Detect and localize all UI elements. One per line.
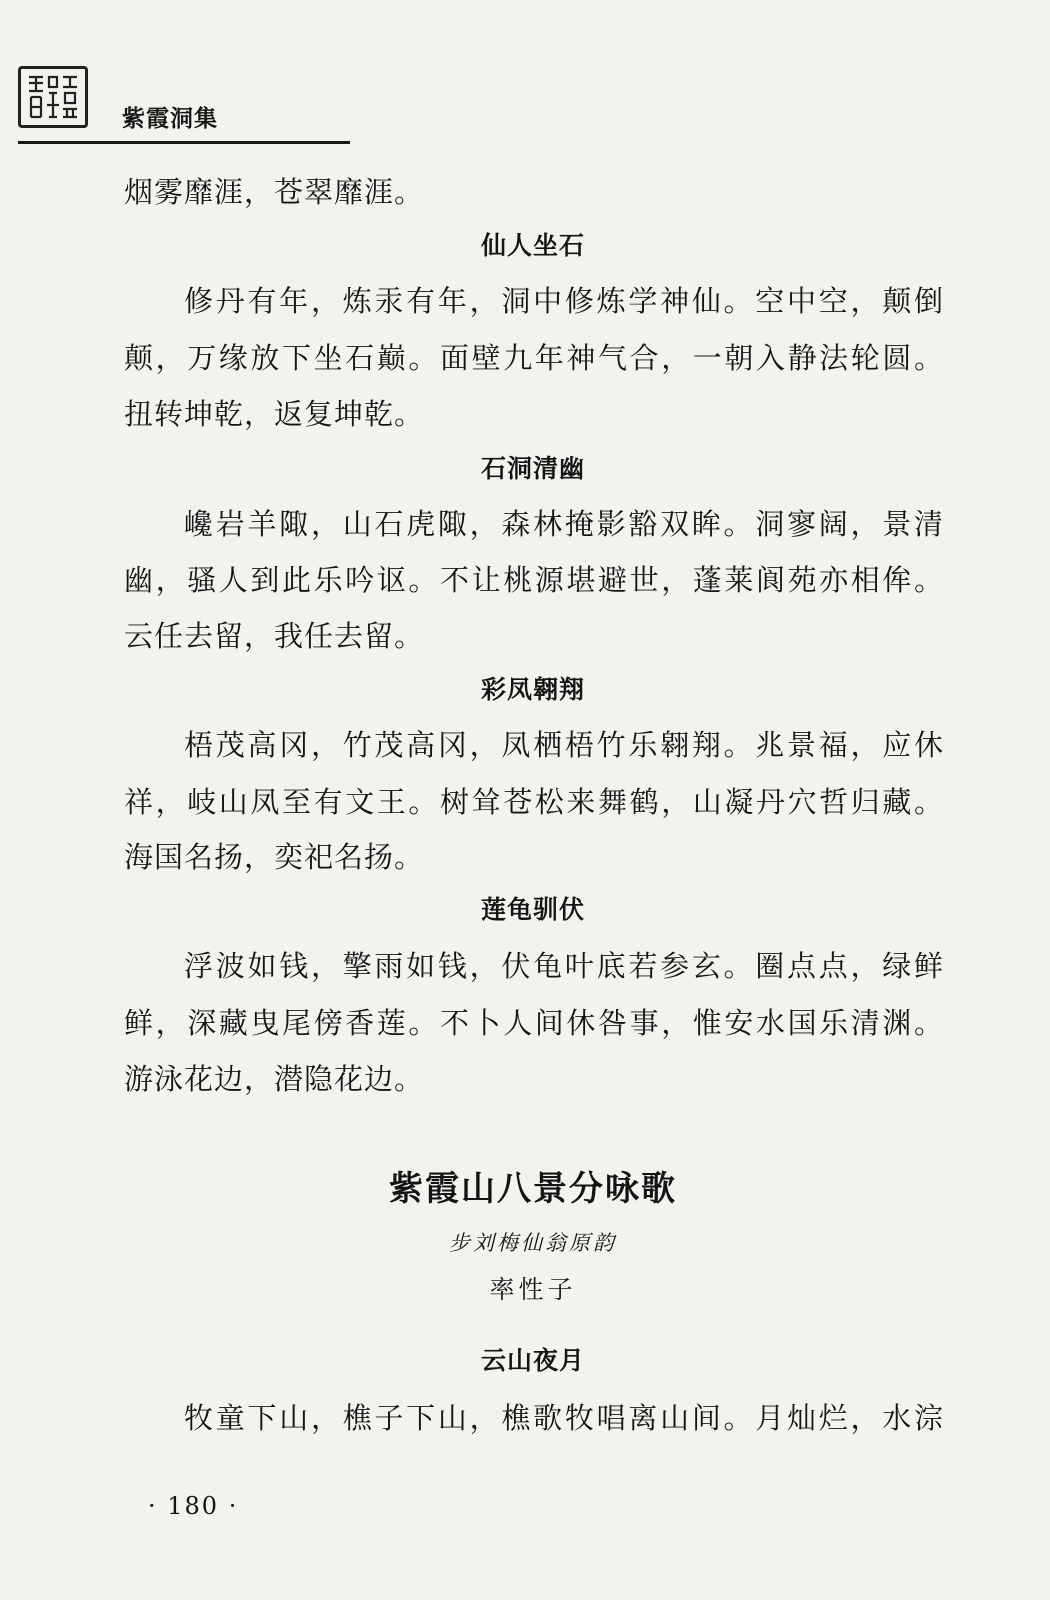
poem-line: 海国名扬，奕祀名扬。 (124, 840, 425, 874)
seal-stamp-icon (18, 66, 88, 128)
page-number: · 180 · (148, 1492, 239, 1520)
header-rule (18, 141, 350, 144)
poem-line: 幽，骚人到此乐吟讴。不让桃源堪避世，蓬莱阆苑亦相侔。 (124, 563, 944, 597)
continuation-line: 烟雾靡涯，苍翠靡涯。 (124, 175, 425, 209)
poem-title: 石洞清幽 (480, 454, 585, 483)
poem-line: 巉岩羊陬，山石虎陬，森林掩影豁双眸。洞寥阔，景清 (184, 507, 944, 541)
poem-line: 颠，万缘放下坐石巅。面壁九年神气合，一朝入静法轮圆。 (124, 341, 944, 375)
poem-line: 牧童下山，樵子下山，樵歌牧唱离山间。月灿烂，水淙 (184, 1401, 944, 1435)
poem-line: 浮波如钱，擎雨如钱，伏龟叶底若参玄。圈点点，绿鲜 (184, 949, 944, 983)
poem-line: 扭转坤乾，返复坤乾。 (124, 397, 425, 431)
poem-line: 游泳花边，潜隐花边。 (124, 1062, 425, 1096)
poem-line: 梧茂高冈，竹茂高冈，凤栖梧竹乐翱翔。兆景福，应休 (184, 728, 944, 762)
poem-title: 莲龟驯伏 (480, 895, 585, 924)
poem-title: 仙人坐石 (480, 231, 585, 260)
running-head: 紫霞洞集 (122, 106, 218, 132)
section-author: 率性子 (489, 1275, 577, 1304)
poem-line: 祥，岐山凤至有文王。树耸苍松来舞鹤，山凝丹穴哲归藏。 (124, 785, 944, 819)
poem-title: 云山夜月 (480, 1346, 585, 1375)
poem-line: 修丹有年，炼汞有年，洞中修炼学神仙。空中空，颠倒 (184, 284, 944, 318)
poem-title: 彩凤翱翔 (480, 675, 585, 704)
poem-line: 鲜，深藏曳尾傍香莲。不卜人间休咎事，惟安水国乐清渊。 (124, 1006, 944, 1040)
section-subtitle: 步刘梅仙翁原韵 (449, 1231, 617, 1255)
poem-line: 云任去留，我任去留。 (124, 619, 425, 653)
section-title: 紫霞山八景分咏歌 (389, 1169, 677, 1209)
